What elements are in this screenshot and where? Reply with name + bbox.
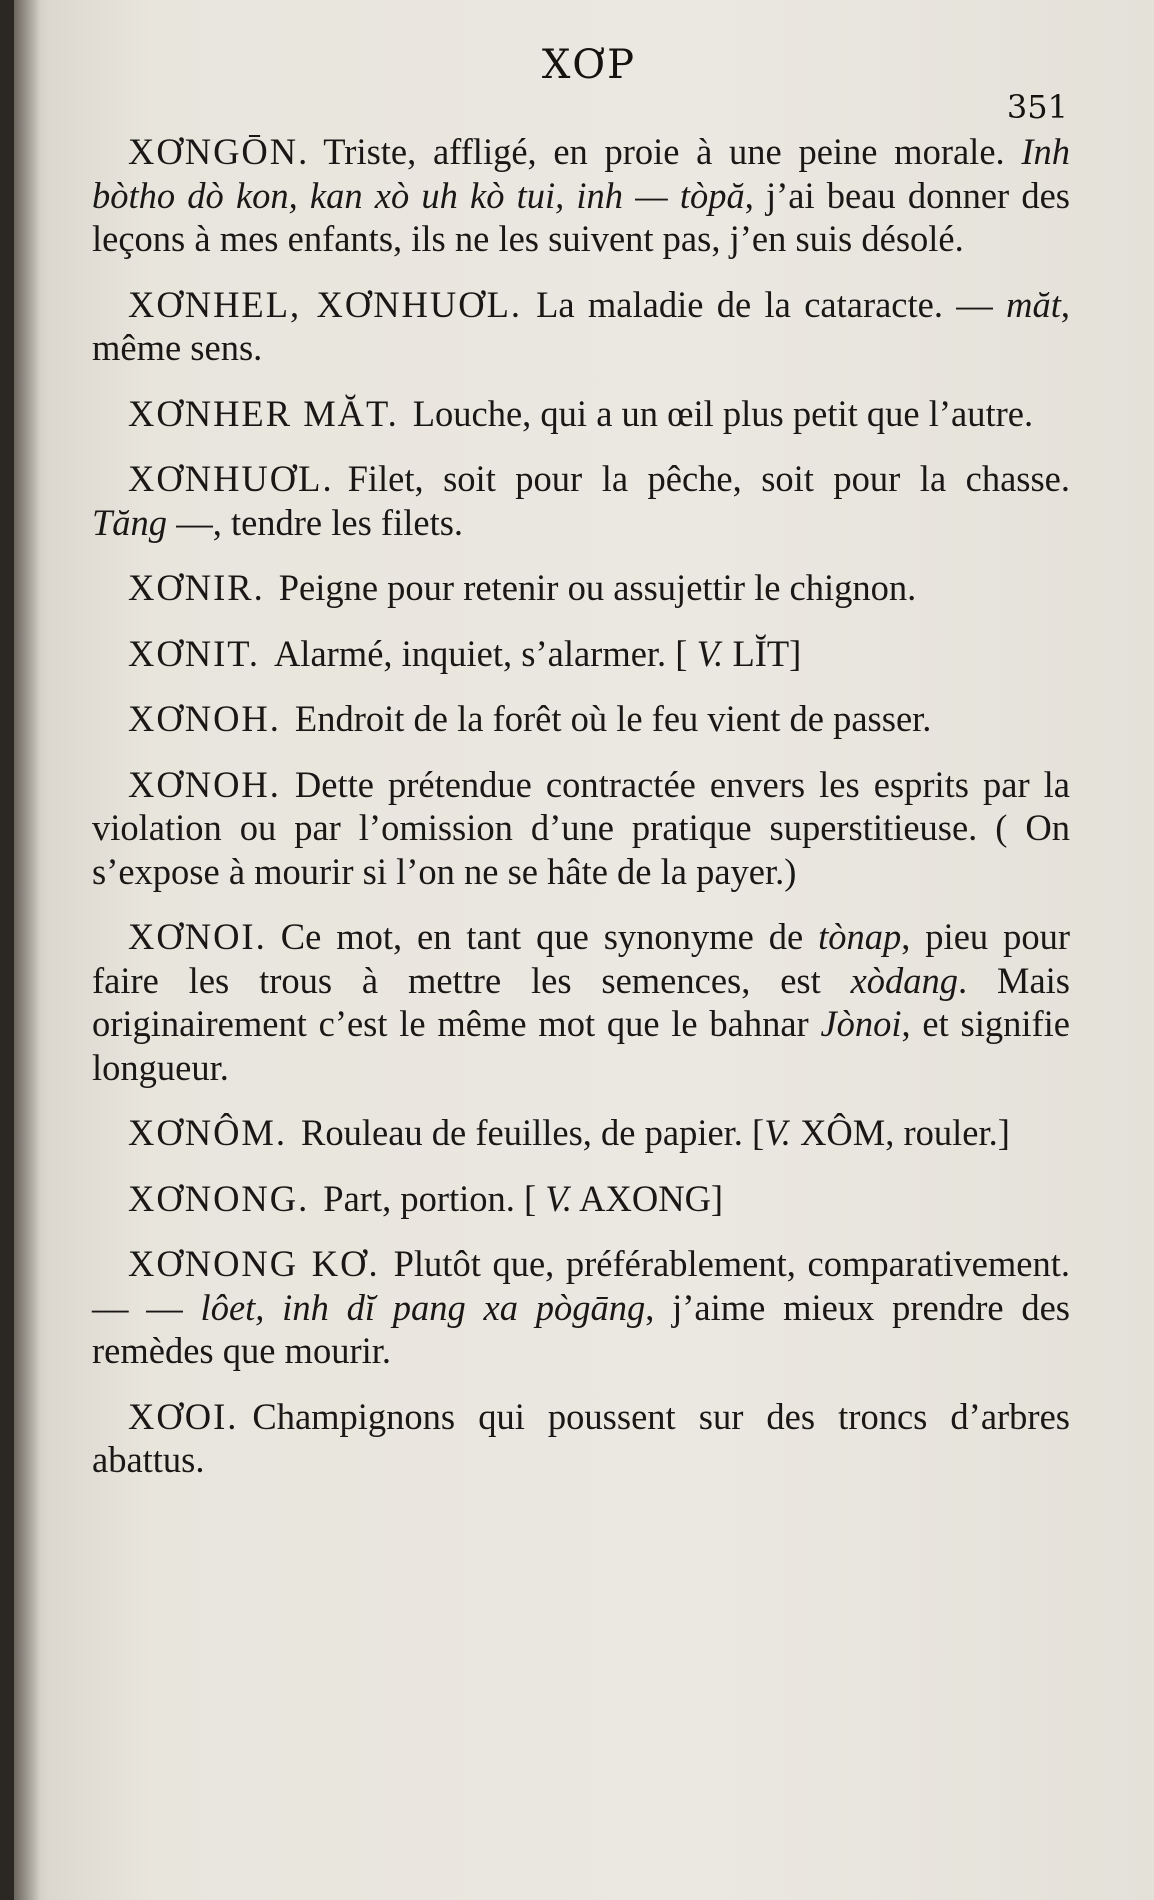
entry-text: Peigne pour retenir ou assujettir le chignon. [278, 567, 917, 608]
dictionary-entries [92, 130, 1070, 1504]
entry-text: —, tendre les filets. [167, 501, 464, 543]
entry-text: Ce mot, en tant que synonyme de [280, 916, 819, 957]
running-head: XƠP [541, 42, 637, 88]
dictionary-entry [92, 697, 1070, 741]
entry-text: Rouleau de feuilles, de papier. [ [301, 1112, 765, 1153]
entry-text: , j’aime mieux prendre des remèdes que mourir. [92, 1286, 1071, 1371]
entry-text: , pieu pour faire les trous à mettre les semences, est [92, 916, 1070, 1001]
entry-headword: XƠNOH. [128, 763, 281, 805]
entry-text: , même sens. [92, 283, 1070, 368]
entry-text: , et signifie longueur. [92, 1003, 1071, 1088]
entry-text: Endroit de la forêt où le feu vient de passer. [294, 698, 932, 739]
entry-text: Filet, soit pour la pêche, soit pour la chasse. [347, 458, 1070, 499]
dictionary-entry [92, 392, 1070, 436]
entry-text: La maladie de la cataracte. — [536, 283, 1007, 325]
entry-headword: XƠNONG KƠ. [128, 1243, 380, 1284]
entry-italic-text: lôet, inh dĭ pang xa pògāng [200, 1286, 646, 1328]
entry-text: Triste, affligé, en proie à une peine morale. [323, 131, 1022, 172]
dictionary-entry [92, 763, 1070, 894]
entry-text: , j’ai beau donner des leçons à mes enfants, ils ne les suivent pas, j’en suis désolé. [92, 174, 1070, 259]
entry-italic-text: Tăng [92, 501, 168, 543]
entry-headword: XƠNHER MĂT. [128, 392, 399, 434]
book-page [14, 0, 1154, 1900]
entry-text: . Mais originairement c’est le même mot que le bahnar [92, 959, 1070, 1044]
entry-headword: XƠNÔM. [128, 1112, 288, 1153]
dictionary-entry [92, 1242, 1070, 1373]
entry-headword: XƠNIT. [128, 632, 260, 674]
entry-text: LĬT] [723, 632, 802, 674]
entry-headword: XƠNIR. [128, 567, 265, 608]
entry-italic-text: V. [696, 632, 724, 674]
entry-text: Champignons qui poussent sur des troncs d’arbres abattus. [92, 1395, 1070, 1480]
dictionary-entry [92, 457, 1070, 544]
dictionary-entry [92, 283, 1070, 370]
entry-text: AXONG] [572, 1177, 724, 1219]
entry-italic-text: Inh bòtho dò kon, kan xò uh kò tui, inh — [92, 131, 1070, 216]
entry-italic-text: xòdang [850, 959, 959, 1001]
entry-headword: XƠNGŌN. [128, 131, 310, 172]
entry-text: Louche, qui a un œil plus petit que l’autre. [412, 392, 1034, 434]
entry-italic-text: V. [545, 1177, 573, 1219]
dictionary-entry [92, 1395, 1070, 1482]
entry-headword: XƠNOI. [128, 916, 267, 957]
entry-headword: XƠNHUƠL. [128, 458, 334, 499]
page-number: 351 [1006, 88, 1068, 126]
entry-text: Alarmé, inquiet, s’alarmer. [ [273, 632, 697, 674]
entry-italic-text: V. [764, 1112, 791, 1153]
entry-text: Part, portion. [ [323, 1177, 546, 1219]
dictionary-entry [92, 130, 1070, 261]
entry-italic-text: tònap [818, 916, 902, 957]
entry-headword: XƠNHEL, XƠNHUƠL. [128, 283, 523, 325]
entry-text: Plutôt que, préférablement, comparativement. — — [92, 1243, 1070, 1328]
entry-text: Dette prétendue contractée envers les esprits par la violation ou par l’omission d’une pratique superstitieuse. ( On s’expose à mourir si l’on ne se hâte de la payer.) [92, 763, 1070, 892]
dictionary-entry [92, 1177, 1070, 1221]
dictionary-entry [92, 1111, 1070, 1155]
entry-headword: XƠNOH. [128, 698, 281, 739]
dictionary-entry [92, 632, 1070, 676]
entry-italic-text: măt [1006, 283, 1061, 325]
spine-shadow [14, 0, 40, 1900]
entry-text: XÔM, rouler.] [790, 1112, 1010, 1153]
dictionary-entry [92, 915, 1070, 1089]
entry-text [668, 175, 680, 216]
entry-italic-text: tòpă [679, 174, 745, 216]
entry-headword: XƠOI. [128, 1395, 239, 1437]
dictionary-entry [92, 566, 1070, 610]
entry-headword: XƠNONG. [128, 1177, 310, 1219]
entry-italic-text: Jònoi [820, 1003, 902, 1044]
